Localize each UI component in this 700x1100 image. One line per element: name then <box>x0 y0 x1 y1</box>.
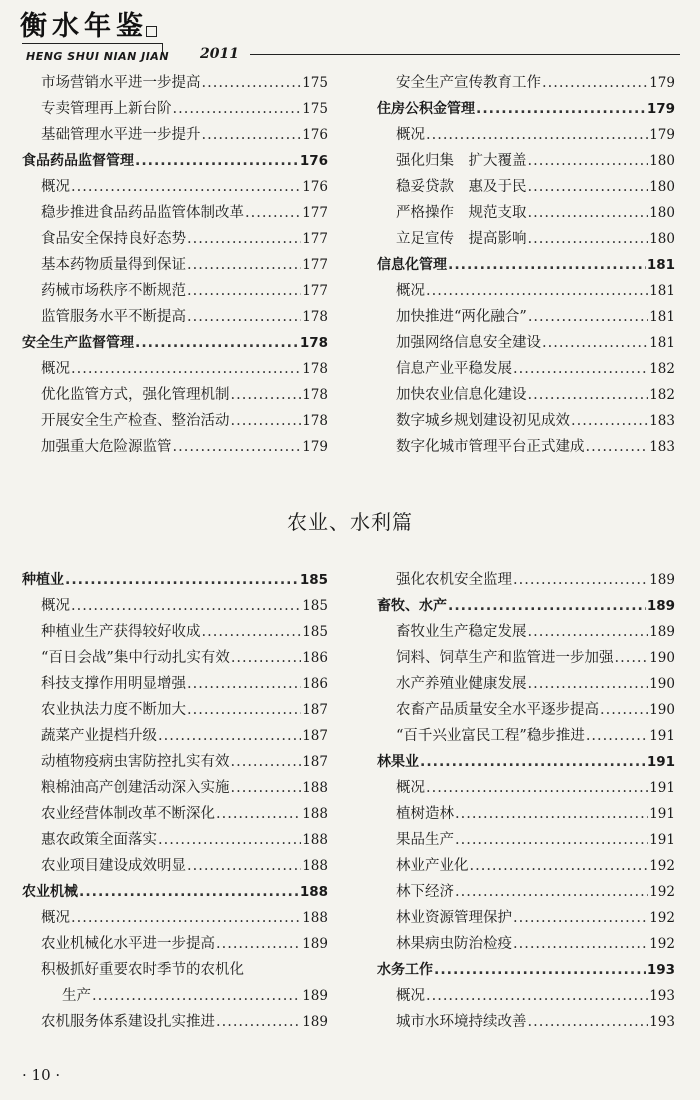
dot-leader <box>513 931 648 957</box>
toc-entry <box>377 408 675 434</box>
dot-leader <box>135 330 299 356</box>
toc-entry-title: 农业项目建设成效明显 <box>41 858 186 874</box>
toc-entry <box>377 697 675 723</box>
dot-leader <box>187 853 301 879</box>
toc-entry <box>22 775 328 801</box>
dot-leader <box>426 775 648 801</box>
toc-entry-page: 180 <box>649 231 675 247</box>
toc-entry <box>377 619 675 645</box>
toc-entry-title: 稳妥贷款 惠及于民 <box>396 179 527 195</box>
toc-entry-title: 安全生产监督管理 <box>22 335 134 351</box>
dot-leader <box>470 853 649 879</box>
dot-leader <box>187 697 301 723</box>
toc-entry-title: 林业资源管理保护 <box>396 910 512 926</box>
toc-entry-title: 食品药品监督管理 <box>22 153 134 169</box>
toc-entry <box>377 304 675 330</box>
toc-entry-title: 开展安全生产检查、整治活动 <box>41 413 230 429</box>
toc-entry-page: 186 <box>302 676 328 692</box>
yearbook-subtitle: HENG SHUI NIAN JIAN <box>26 50 170 63</box>
toc-entry <box>22 697 328 723</box>
dot-leader <box>528 200 649 226</box>
yearbook-year: 2011 <box>200 46 239 62</box>
toc-entry <box>22 827 328 853</box>
toc-entry <box>377 356 675 382</box>
toc-entry-title: 城市水环境持续改善 <box>396 1014 527 1030</box>
toc-entry <box>22 983 328 1009</box>
toc-entry-title: 基本药物质量得到保证 <box>41 257 186 273</box>
toc-entry-title: 概况 <box>396 780 425 796</box>
toc-entry <box>377 567 675 593</box>
toc-entry-page: 193 <box>646 962 675 978</box>
dot-leader <box>216 1009 301 1035</box>
toc-entry-page: 190 <box>649 650 675 666</box>
dot-leader <box>434 957 646 983</box>
toc-entry <box>377 70 675 96</box>
toc-entry-page: 187 <box>302 754 328 770</box>
toc-entry <box>377 827 675 853</box>
toc-entry <box>377 434 675 460</box>
toc-entry-title: 饲料、饲草生产和监管进一步加强 <box>396 650 614 666</box>
toc-entry <box>22 1009 328 1035</box>
toc-entry <box>377 382 675 408</box>
toc-entry-page: 185 <box>302 624 328 640</box>
toc-entry-title: 概况 <box>41 179 70 195</box>
toc-entry-title: 积极抓好重要农时季节的农机化 <box>41 962 244 978</box>
dot-leader <box>426 983 648 1009</box>
toc-section-heading <box>377 593 675 619</box>
toc-entry-title: 种植业生产获得较好收成 <box>41 624 201 640</box>
toc-entry <box>377 905 675 931</box>
toc-entry <box>377 723 675 749</box>
toc-entry <box>377 122 675 148</box>
toc-entry <box>22 70 328 96</box>
toc-entry-page: 189 <box>302 988 328 1004</box>
dot-leader <box>448 252 646 278</box>
dot-leader <box>571 408 648 434</box>
toc-entry-page: 181 <box>649 309 675 325</box>
toc-entry-title: 药械市场秩序不断规范 <box>41 283 186 299</box>
toc-entry-page: 175 <box>302 75 328 91</box>
toc-entry <box>377 330 675 356</box>
toc-entry-title: 科技支撑作用明显增强 <box>41 676 186 692</box>
toc-entry-page: 187 <box>302 702 328 718</box>
toc-entry-page: 189 <box>649 624 675 640</box>
toc-entry <box>22 96 328 122</box>
dot-leader <box>448 593 646 619</box>
toc-entry-page: 186 <box>302 650 328 666</box>
toc-entry-title: 加强重大危险源监管 <box>41 439 172 455</box>
toc-entry-page: 177 <box>302 283 328 299</box>
toc-entry <box>22 174 328 200</box>
toc-entry-page: 180 <box>649 153 675 169</box>
toc-entry <box>377 226 675 252</box>
header-rule-long <box>250 54 680 55</box>
toc-entry-page: 188 <box>302 858 328 874</box>
toc-entry <box>22 645 328 671</box>
toc-entry <box>22 671 328 697</box>
toc-entry-title: 农机服务体系建设扎实推进 <box>41 1014 215 1030</box>
toc-entry-page: 187 <box>302 728 328 744</box>
toc-entry <box>377 671 675 697</box>
toc-entry-page: 192 <box>649 858 675 874</box>
toc-entry-title: “百千兴业富民工程”稳步推进 <box>396 728 585 744</box>
toc-entry-page: 191 <box>649 780 675 796</box>
toc-entry-title: 信息化管理 <box>377 257 447 273</box>
toc-entry-title: 市场营销水平进一步提高 <box>41 75 201 91</box>
toc-entry-page: 182 <box>649 387 675 403</box>
dot-leader <box>71 174 301 200</box>
toc-entry <box>377 278 675 304</box>
dot-leader <box>455 801 648 827</box>
toc-entry <box>22 252 328 278</box>
header-rule <box>22 43 162 44</box>
toc-entry-page: 179 <box>302 439 328 455</box>
toc-entry-page: 191 <box>646 754 675 770</box>
toc-entry <box>22 200 328 226</box>
dot-leader <box>586 434 649 460</box>
toc-entry-page: 185 <box>299 572 328 588</box>
toc-entry-title: 加强网络信息安全建设 <box>396 335 541 351</box>
toc-entry-title: 畜牧、水产 <box>377 598 447 614</box>
dot-leader <box>542 330 648 356</box>
toc-entry <box>22 957 328 983</box>
dot-leader <box>231 775 302 801</box>
toc-entry-page: 189 <box>646 598 675 614</box>
dot-leader <box>135 148 299 174</box>
dot-leader <box>528 148 649 174</box>
dot-leader <box>528 174 649 200</box>
toc-section-heading <box>377 252 675 278</box>
toc-entry-page: 191 <box>649 806 675 822</box>
toc-entry-page: 188 <box>302 832 328 848</box>
toc-entry <box>22 749 328 775</box>
dot-leader <box>216 931 301 957</box>
toc-entry <box>22 853 328 879</box>
toc-entry-title: 农业经营体制改革不断深化 <box>41 806 215 822</box>
toc-entry-title: 农业机械 <box>22 884 78 900</box>
dot-leader <box>187 304 301 330</box>
dot-leader <box>71 356 301 382</box>
toc-entry <box>22 382 328 408</box>
toc-entry-title: 强化归集 扩大覆盖 <box>396 153 527 169</box>
toc-entry-page: 176 <box>302 127 328 143</box>
dot-leader <box>231 408 302 434</box>
toc-entry-title: 农业机械化水平进一步提高 <box>41 936 215 952</box>
dot-leader <box>71 593 301 619</box>
toc-entry-title: 粮棉油高产创建活动深入实施 <box>41 780 230 796</box>
dot-leader <box>420 749 646 775</box>
dot-leader <box>158 723 301 749</box>
toc-section-heading <box>377 957 675 983</box>
dot-leader <box>513 567 648 593</box>
toc-entry-title: 安全生产宣传教育工作 <box>396 75 541 91</box>
toc-entry-page: 178 <box>302 361 328 377</box>
toc-entry-title: 严格操作 规范支取 <box>396 205 527 221</box>
toc-entry-title: 种植业 <box>22 572 64 588</box>
toc-column-bottom-right <box>377 567 675 1035</box>
toc-entry <box>377 148 675 174</box>
yearbook-logo: 衡水年鉴 <box>20 11 148 42</box>
dot-leader <box>426 278 648 304</box>
toc-entry-page: 189 <box>302 1014 328 1030</box>
toc-entry-page: 192 <box>649 936 675 952</box>
toc-entry-title: 农业执法力度不断加大 <box>41 702 186 718</box>
toc-entry <box>22 304 328 330</box>
toc-entry-page: 176 <box>302 179 328 195</box>
toc-entry <box>22 122 328 148</box>
dot-leader <box>455 879 648 905</box>
toc-entry-title: 林业产业化 <box>396 858 469 874</box>
toc-entry-title: 生产 <box>62 988 91 1004</box>
dot-leader <box>528 671 649 697</box>
toc-entry-title: 畜牧业生产稳定发展 <box>396 624 527 640</box>
toc-entry <box>22 593 328 619</box>
dot-leader <box>245 200 301 226</box>
dot-leader <box>586 723 648 749</box>
toc-entry-page: 183 <box>649 413 675 429</box>
toc-entry-page: 192 <box>649 884 675 900</box>
dot-leader <box>455 827 648 853</box>
toc-entry <box>377 174 675 200</box>
toc-entry <box>22 356 328 382</box>
toc-entry-title: 林果病虫防治检疫 <box>396 936 512 952</box>
toc-entry-title: 概况 <box>396 127 425 143</box>
toc-entry-page: 189 <box>302 936 328 952</box>
toc-entry-page: 183 <box>649 439 675 455</box>
toc-section-heading <box>377 96 675 122</box>
dot-leader <box>79 879 299 905</box>
toc-entry-title: 概况 <box>41 361 70 377</box>
dot-leader <box>600 697 648 723</box>
toc-entry-page: 188 <box>299 884 328 900</box>
toc-entry-page: 178 <box>302 309 328 325</box>
toc-entry-title: 水产养殖业健康发展 <box>396 676 527 692</box>
dot-leader <box>528 1009 649 1035</box>
toc-entry-page: 191 <box>649 728 675 744</box>
toc-entry-page: 178 <box>302 413 328 429</box>
toc-entry <box>377 983 675 1009</box>
toc-entry-title: 数字城乡规划建设初见成效 <box>396 413 570 429</box>
toc-entry-page: 189 <box>649 572 675 588</box>
dot-leader <box>92 983 301 1009</box>
toc-entry-page: 190 <box>649 676 675 692</box>
dot-leader <box>426 122 648 148</box>
toc-section-heading <box>22 148 328 174</box>
toc-entry <box>22 434 328 460</box>
toc-entry-title: 专卖管理再上新台阶 <box>41 101 172 117</box>
toc-entry <box>377 1009 675 1035</box>
toc-entry-page: 188 <box>302 910 328 926</box>
toc-entry-page: 191 <box>649 832 675 848</box>
toc-entry-title: 概况 <box>41 598 70 614</box>
toc-column-top-right <box>377 70 675 460</box>
toc-entry-page: 190 <box>649 702 675 718</box>
toc-entry-title: 加快推进“两化融合” <box>396 309 527 325</box>
toc-entry <box>377 645 675 671</box>
toc-entry <box>22 408 328 434</box>
dot-leader <box>65 567 299 593</box>
toc-entry-page: 176 <box>299 153 328 169</box>
dot-leader <box>528 304 648 330</box>
toc-entry-page: 193 <box>649 988 675 1004</box>
toc-entry-page: 182 <box>649 361 675 377</box>
toc-entry-title: 惠农政策全面落实 <box>41 832 157 848</box>
toc-entry-title: 稳步推进食品药品监管体制改革 <box>41 205 244 221</box>
toc-entry-title: 住房公积金管理 <box>377 101 475 117</box>
dot-leader <box>528 226 649 252</box>
toc-entry-title: 蔬菜产业提档升级 <box>41 728 157 744</box>
toc-entry-title: 概况 <box>396 988 425 1004</box>
page-header <box>0 0 700 70</box>
toc-entry-page: 181 <box>649 283 675 299</box>
toc-entry-page: 192 <box>649 910 675 926</box>
toc-entry-title: 植树造林 <box>396 806 454 822</box>
toc-entry-page: 177 <box>302 257 328 273</box>
toc-entry <box>22 723 328 749</box>
toc-entry-title: 优化监管方式，强化管理机制 <box>41 387 230 403</box>
toc-section-heading <box>377 749 675 775</box>
toc-entry-page: 178 <box>299 335 328 351</box>
toc-entry-title: 加快农业信息化建设 <box>396 387 527 403</box>
toc-entry <box>22 226 328 252</box>
dot-leader <box>528 619 649 645</box>
toc-entry-title: 立足宣传 提高影响 <box>396 231 527 247</box>
dot-leader <box>202 619 302 645</box>
dot-leader <box>187 671 301 697</box>
dot-leader <box>71 905 301 931</box>
dot-leader <box>231 749 302 775</box>
toc-entry <box>377 801 675 827</box>
dot-leader <box>528 382 649 408</box>
toc-entry-title: 概况 <box>396 283 425 299</box>
toc-entry-title: 基础管理水平进一步提升 <box>41 127 201 143</box>
toc-entry <box>22 931 328 957</box>
toc-entry <box>22 905 328 931</box>
toc-entry-title: 监管服务水平不断提高 <box>41 309 186 325</box>
dot-leader <box>187 226 301 252</box>
dot-leader <box>187 278 301 304</box>
dot-leader <box>202 70 302 96</box>
dot-leader <box>173 434 302 460</box>
dot-leader <box>216 801 301 827</box>
toc-entry-title: 强化农机安全监理 <box>396 572 512 588</box>
toc-entry-page: 180 <box>649 205 675 221</box>
dot-leader <box>513 356 648 382</box>
toc-entry-page: 177 <box>302 231 328 247</box>
toc-entry-page: 185 <box>302 598 328 614</box>
toc-entry-title: 果品生产 <box>396 832 454 848</box>
dot-leader <box>202 122 302 148</box>
dot-leader <box>231 645 301 671</box>
toc-entry-title: 信息产业平稳发展 <box>396 361 512 377</box>
toc-entry-page: 179 <box>649 75 675 91</box>
toc-entry-page: 193 <box>649 1014 675 1030</box>
dot-leader <box>231 382 302 408</box>
toc-entry-page: 188 <box>302 806 328 822</box>
dot-leader <box>158 827 301 853</box>
toc-entry <box>377 879 675 905</box>
toc-entry <box>377 775 675 801</box>
toc-entry-title: “百日会战”集中行动扎实有效 <box>41 650 230 666</box>
toc-entry-title: 农畜产品质量安全水平逐步提高 <box>396 702 599 718</box>
toc-entry-page: 177 <box>302 205 328 221</box>
dot-leader <box>542 70 648 96</box>
toc-entry-title: 食品安全保持良好态势 <box>41 231 186 247</box>
toc-entry <box>22 619 328 645</box>
toc-section-heading <box>22 330 328 356</box>
toc-entry-page: 179 <box>649 127 675 143</box>
toc-entry-page: 188 <box>302 780 328 796</box>
toc-entry-page: 180 <box>649 179 675 195</box>
toc-entry-title: 动植物疫病虫害防控扎实有效 <box>41 754 230 770</box>
toc-entry-title: 水务工作 <box>377 962 433 978</box>
dot-leader <box>615 645 649 671</box>
dot-leader <box>187 252 301 278</box>
toc-entry-title: 林果业 <box>377 754 419 770</box>
toc-entry <box>22 278 328 304</box>
toc-section-heading <box>22 567 328 593</box>
toc-entry <box>377 853 675 879</box>
toc-entry-page: 181 <box>646 257 675 273</box>
toc-section-heading <box>22 879 328 905</box>
toc-entry-title: 数字化城市管理平台正式建成 <box>396 439 585 455</box>
dot-leader <box>513 905 648 931</box>
logo-square-mark <box>146 26 157 37</box>
toc-entry <box>377 931 675 957</box>
toc-entry-page: 181 <box>649 335 675 351</box>
toc-entry-page: 179 <box>646 101 675 117</box>
toc-entry-page: 175 <box>302 101 328 117</box>
toc-entry-title: 林下经济 <box>396 884 454 900</box>
toc-entry <box>377 200 675 226</box>
toc-entry <box>22 801 328 827</box>
section-title: 农业、水利篇 <box>287 510 413 534</box>
page-number: · 10 · <box>22 1066 61 1084</box>
toc-column-bottom-left <box>22 567 328 1035</box>
dot-leader <box>476 96 646 122</box>
toc-entry-page: 178 <box>302 387 328 403</box>
toc-entry-title: 概况 <box>41 910 70 926</box>
toc-column-top-left <box>22 70 328 460</box>
dot-leader <box>173 96 302 122</box>
